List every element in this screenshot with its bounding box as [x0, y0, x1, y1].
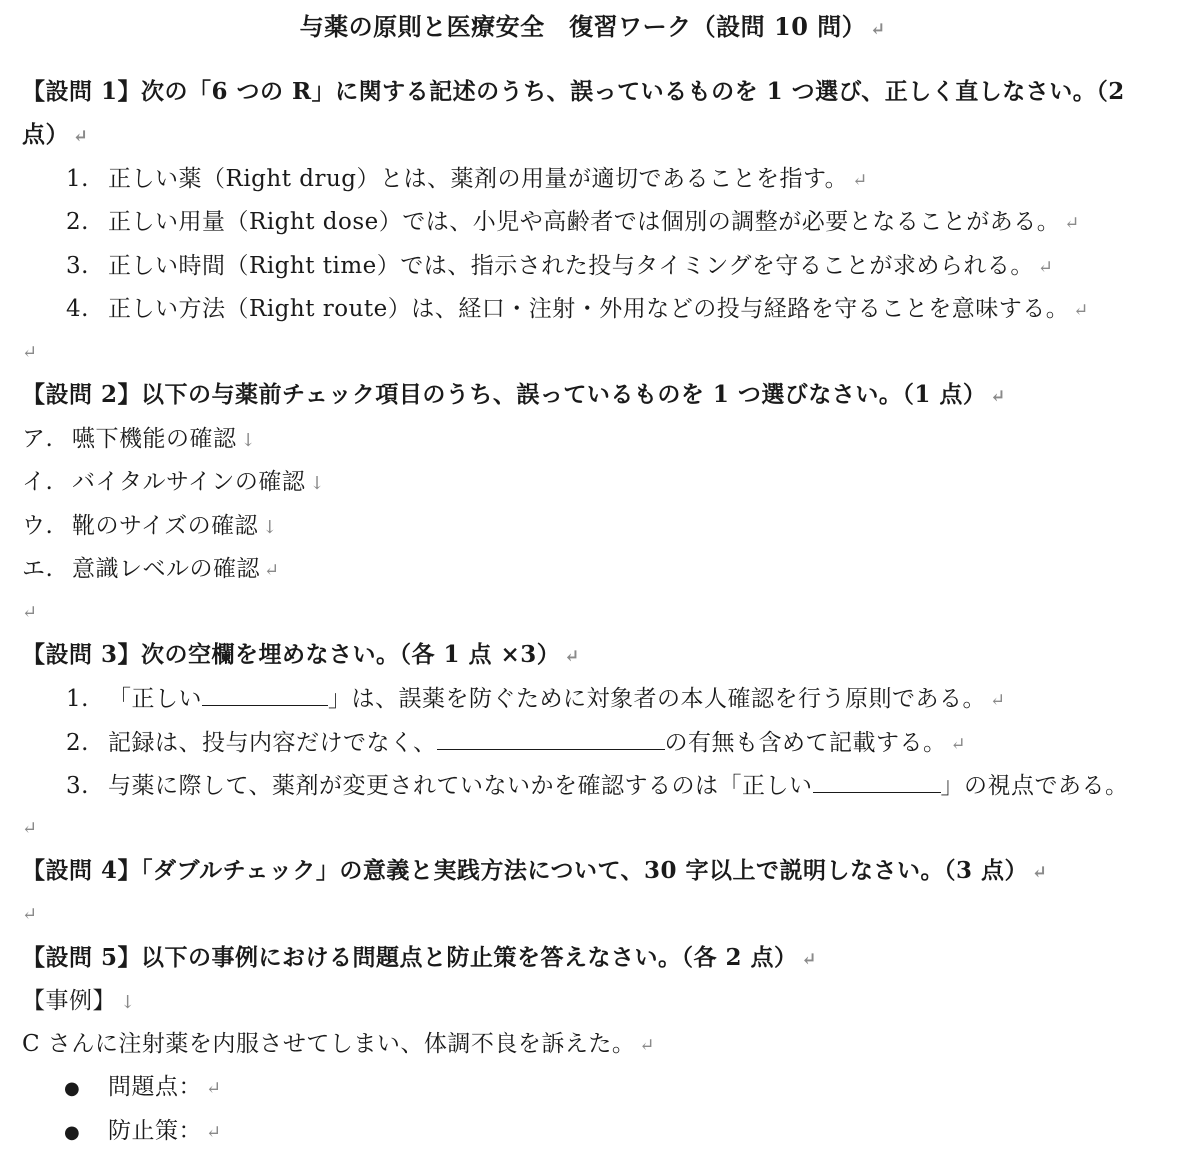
- case-text: C さんに注射薬を内服させてしまい、体調不良を訴えた。 ↵: [22, 1031, 655, 1057]
- empty-paragraph: ↵: [22, 602, 38, 623]
- empty-paragraph: ↵: [22, 818, 38, 839]
- bullet-icon: ●: [64, 1078, 81, 1099]
- q1-heading: 【設問 1】次の「6 つの R」に関する記述のうち、誤っているものを 1 つ選び、正しく直しなさい。（2: [22, 78, 1125, 105]
- q2-option: イ. バイタルサインの確認 ↓: [22, 469, 325, 495]
- q2-option: ウ. 靴のサイズの確認 ↓: [22, 513, 278, 539]
- q2-heading: 【設問 2】以下の与薬前チェック項目のうち、誤っているものを 1 つ選びなさい。（1 点） ↵: [22, 381, 1006, 408]
- q2-option: エ. 意識レベルの確認 ↵: [22, 556, 280, 582]
- q1-item: 2. 正しい用量（Right dose）では、小児や高齢者では個別の調整が必要となることがある。 ↵: [66, 209, 1080, 235]
- document-title: 与薬の原則と医療安全 復習ワーク（設問 10 問） ↵: [299, 12, 886, 41]
- bullet-item: ● 防止策： ↵: [64, 1116, 221, 1148]
- empty-paragraph: ↵: [22, 904, 38, 925]
- bullet-item: ● 問題点： ↵: [64, 1072, 221, 1104]
- bullet-icon: ●: [64, 1122, 81, 1143]
- q3-item: 3. 与薬に際して、薬剤が変更されていないかを確認するのは「正しい 」の視点である。: [66, 770, 1129, 801]
- q3-item: 2. 記録は、投与内容だけでなく、 の有無も含めて記載する。 ↵: [66, 727, 966, 760]
- answer-blank[interactable]: [202, 683, 328, 706]
- q3-item: 1. 「正しい 」は、誤薬を防ぐために対象者の本人確認を行う原則である。 ↵: [66, 683, 1005, 716]
- q1-item: 4. 正しい方法（Right route）は、経口・注射・外用などの投与経路を守ることを意味する。 ↵: [66, 296, 1089, 322]
- empty-paragraph: ↵: [22, 342, 38, 363]
- q2-option: ア. 嚥下機能の確認 ↓: [22, 426, 256, 452]
- q1-item: 3. 正しい時間（Right time）では、指示された投与タイミングを守ることが求められる。 ↵: [66, 253, 1053, 279]
- case-label: 【事例】 ↓: [22, 988, 136, 1014]
- q5-heading: 【設問 5】以下の事例における問題点と防止策を答えなさい。（各 2 点） ↵: [22, 944, 817, 971]
- q3-heading: 【設問 3】次の空欄を埋めなさい。（各 1 点 ×3） ↵: [22, 641, 580, 668]
- q1-item: 1. 正しい薬（Right drug）とは、薬剤の用量が適切であることを指す。 ↵: [66, 166, 868, 192]
- q4-heading: 【設問 4】「ダブルチェック」の意義と実践方法について、30 字以上で説明しなさい。（3 点） ↵: [22, 857, 1048, 884]
- answer-blank[interactable]: [813, 770, 941, 793]
- q1-heading-cont: 点） ↵: [22, 121, 89, 148]
- answer-blank[interactable]: [437, 727, 665, 750]
